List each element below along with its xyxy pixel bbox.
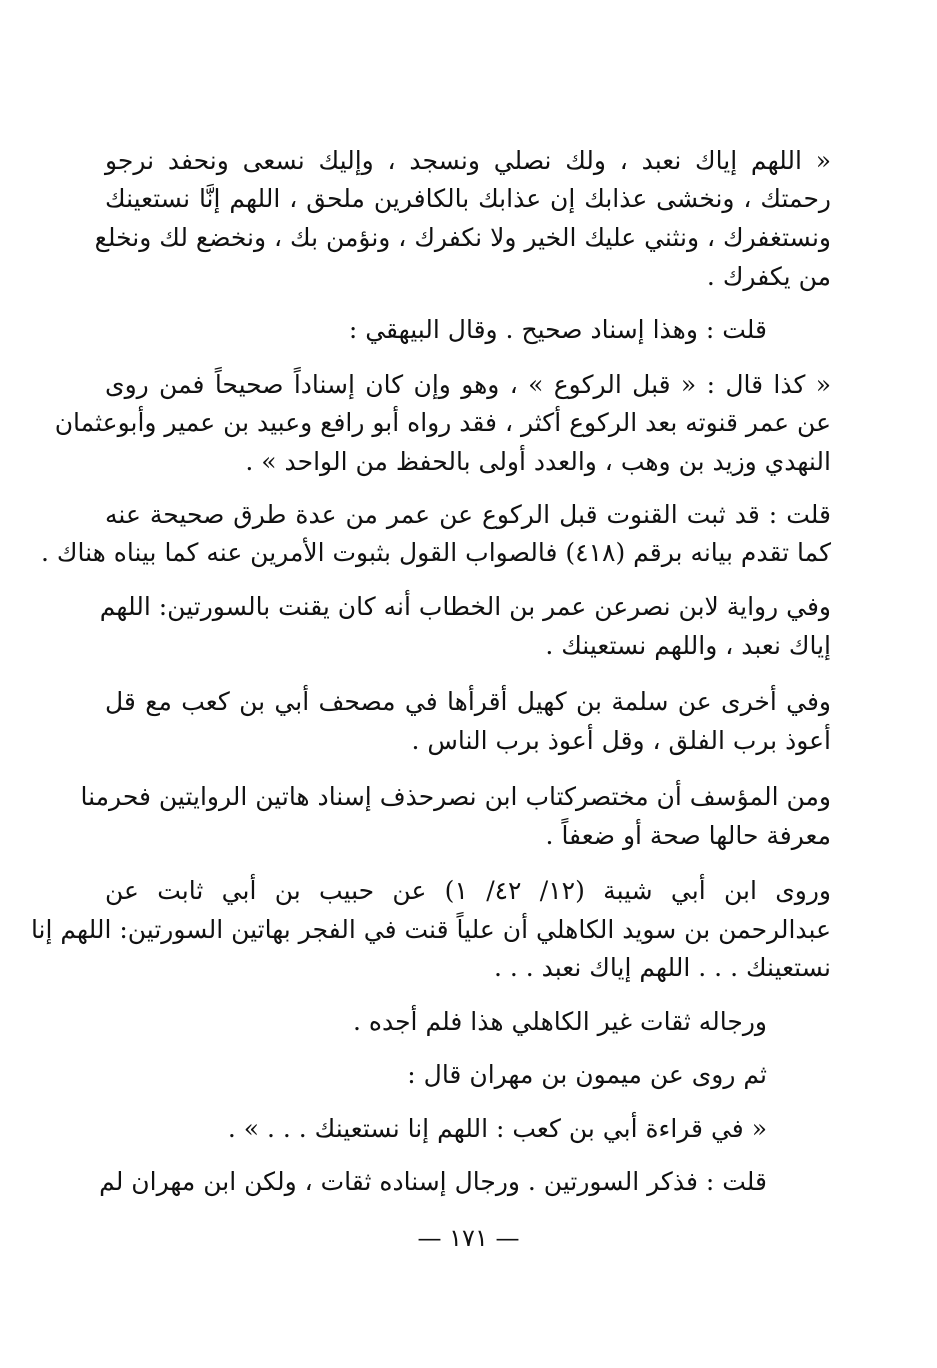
text-line: رحمتك ، ونخشى عذابك إن عذابك بالكافرين ملحق ، اللهم إنَّا نستعينك [105, 184, 831, 213]
text-line: ثم روى عن ميمون بن مهران قال : [407, 1060, 767, 1089]
text-line: وروى ابن أبي شيبة (١٢/ ٤٢/ ١) عن حبيب بن أبي ثابت عن [105, 876, 832, 905]
text-line: قلت : وهذا إسناد صحيح . وقال البيهقي : [348, 315, 767, 344]
text-line: أعوذ برب الفلق ، وقل أعوذ برب الناس . [411, 726, 831, 755]
text-line: « كذا قال : « قبل الركوع » ، وهو وإن كان إسناداً صحيحاً فمن روى [105, 370, 831, 399]
text-line: وفي أخرى عن سلمة بن كهيل أقرأها في مصحف أبي بن كعب مع قل [105, 687, 831, 716]
text-line: قلت : فذكر السورتين . ورجال إسناده ثقات ، ولكن ابن مهران لم [99, 1167, 767, 1196]
text-line: ورجاله ثقات غير الكاهلي هذا فلم أجده . [352, 1007, 767, 1036]
text-line: وفي رواية لابن نصرعن عمر بن الخطاب أنه كان يقنت بالسورتين: اللهم [99, 592, 831, 621]
text-line: ونستغفرك ، ونثني عليك الخير ولا نكفرك ، ونؤمن بك ، ونخضع لك ونخلع [94, 223, 831, 252]
text-line: « اللهم إياك نعبد ، ولك نصلي ونسجد ، وإليك نسعى ونحفد نرجو [105, 146, 831, 175]
text-line: عن عمر قنوته بعد الركوع أكثر ، فقد رواه أبو رافع وعبيد بن عمير وأبوعثمان [54, 408, 831, 437]
text-line: معرفة حالها صحة أو ضعفاً . [545, 821, 831, 850]
text-line: من يكفرك . [706, 262, 831, 291]
text-line: عبدالرحمن بن سويد الكاهلي أن علياً قنت في الفجر بهاتين السورتين: اللهم إنا [30, 915, 831, 944]
text-line: نستعينك . . . اللهم إياك نعبد . . . [493, 953, 831, 982]
text-line: ومن المؤسف أن مختصركتاب ابن نصرحذف إسناد هاتين الروايتين فحرمنا [80, 782, 831, 811]
text-line: النهدي وزيد بن وهب ، والعدد أولى بالحفظ من الواحد » . [245, 447, 831, 476]
page-number: — ١٧١ — [417, 1224, 520, 1252]
text-line: « في قراءة أبي بن كعب : اللهم إنا نستعينك . . . » . [227, 1114, 767, 1143]
text-line: قلت : قد ثبت القنوت قبل الركوع عن عمر من عدة طرق صحيحة عنه [105, 500, 831, 529]
text-line: كما تقدم بيانه برقم (٤١٨) فالصواب القول بثبوت الأمرين عنه كما بيناه هناك . [40, 538, 831, 567]
text-line: إياك نعبد ، واللهم نستعينك . [545, 631, 831, 660]
